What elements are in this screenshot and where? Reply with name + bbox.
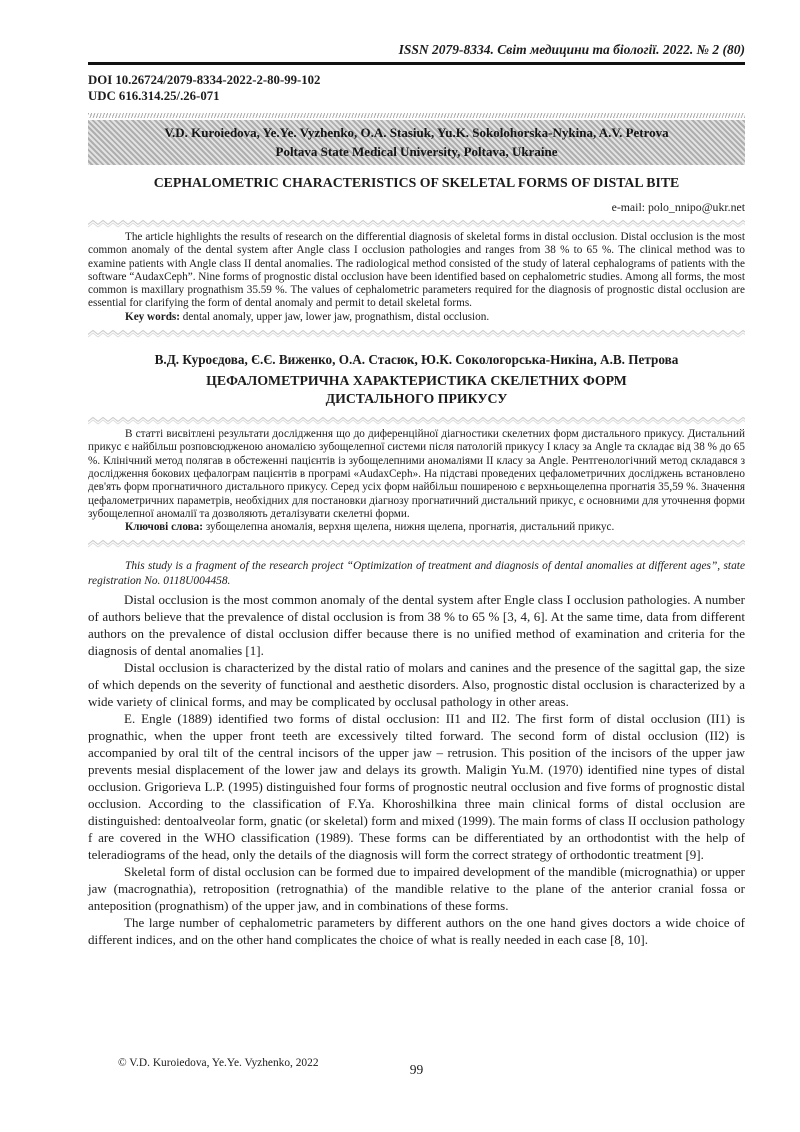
abstract-uk: В статті висвітлені результати дослідження що до диференційної діагностики скелетних форм дистального прикусу. Дистальний прикус є найбільш розповсюдженою аномалією зубощелепної системи після патологій прикусу I класу за Angle та складає від 38 % до 65 %. Клінічний метод полягав в обстеженні пацієнтів із зубощелепними аномаліями II класу за Angle. Рентгенологічний метод складався з дослідження бокових цефалограм пацієнтів в програмі «AudaxCeph». На підставі проведених цефалометричних досліджень встановлено дев'ять форм прогнатичного дистального прикусу. Серед усіх форм найбільш поширеною є верхньощелепна прогнатія 35,59 %. Значення цефалометричних параметрів, необхідних для постановки діагнозу прогнатичний дистальний прикус, є основними для уточнення форми зубощелепної аномалії та дозволяють деталізувати скелетні форми.: [88, 428, 745, 520]
research-note-block: [88, 559, 745, 588]
research-note: This study is a fragment of the research project “Optimization of treatment and diagnosis of dental anomalies at different ages”, state registration No. 0118U004458.: [88, 560, 745, 587]
keywords-en-label: Key words:: [125, 310, 180, 323]
udc-line: UDC 616.314.25/.26-071: [88, 88, 220, 103]
keywords-en: dental anomaly, upper jaw, lower jaw, prognathism, distal occlusion.: [180, 310, 490, 323]
doi-line: DOI 10.26724/2079-8334-2022-2-80-99-102: [88, 73, 321, 87]
authors-en: V.D. Kuroiedova, Ye.Ye. Vyzhenko, O.A. Stasiuk, Yu.K. Sokolohorska-Nykina, A.V. Petrova: [164, 125, 669, 140]
keywords-uk: зубощелепна аномалія, верхня щелепа, нижня щелепа, прогнатія, дистальний прикус.: [203, 521, 615, 534]
abstract-uk-block: [88, 428, 745, 534]
journal-header-issn: ISSN 2079-8334. Світ медицини та біології. 2022. № 2 (80): [398, 42, 745, 57]
body-paragraph: Skeletal form of distal occlusion can be formed due to impaired development of the mandible (micrognathia) or upper jaw (macrognathia), retroposition (retrognathia) of the mandible relative to the plane of the anterior cranial fossa or anteposition (prognathism) of the upper jaw, and in combinations of these forms.: [88, 864, 745, 914]
abstract-en: The article highlights the results of research on the differential diagnosis of skeletal forms in distal occlusion. Distal occlusion is the most common anomaly of the dental system after Angle class I occlusion pathologies and ranges from 38 % to 65 %. The clinical method was to examine patients with Angle class II dental anomalies. The radiological method consisted of the study of lateral cephalograms of patients with the software “AudaxCeph”. Nine forms of prognostic distal occlusion have been identified based on cephalometric studies. Among all forms, the most common is maxillary prognathism 35.59 %. The values of cephalometric parameters required for the diagnosis of prognostic distal occlusion are essential for clarifying the form of dental anomaly and permit to detail skeletal forms.: [88, 231, 745, 310]
authors-banner: [88, 120, 745, 165]
keywords-uk-line: [88, 521, 745, 534]
article-title-uk-line2: ДИСТАЛЬНОГО ПРИКУСУ: [325, 391, 508, 407]
body-paragraph: The large number of cephalometric parameters by different authors on the one hand gives doctors a wide choice of different indices, and on the other hand complicates the choice of what is really needed in each case [8, 10].: [88, 915, 745, 948]
keywords-uk-label: Ключові слова:: [125, 521, 204, 534]
keywords-en-line: [88, 311, 745, 324]
body-paragraph: Distal occlusion is the most common anomaly of the dental system after Engle class I occlusion pathologies. A number of authors believe that the prevalence of distal occlusion is from 38 % to 65 % [3, 4, 6]. At the same time, data from different authors on the prevalence of distal occlusion differ because there is no unified method of examination and criteria for the diagnosis of dental anomalies [1].: [88, 592, 745, 659]
zigzag-divider: [88, 329, 745, 338]
affiliation-en: Poltava State Medical University, Poltava, Ukraine: [275, 144, 558, 159]
authors-uk: В.Д. Куроєдова, Є.Є. Виженко, О.А. Стасюк, Ю.К. Сокологорська-Никіна, А.В. Петрова: [154, 352, 679, 368]
page-number: 99: [409, 1062, 424, 1077]
page-footer: [88, 1056, 745, 1090]
article-body: [88, 591, 745, 948]
hatch-divider: [88, 113, 745, 118]
zigzag-divider: [88, 539, 745, 548]
zigzag-divider: [88, 416, 745, 425]
email-line: e-mail: polo_nnipo@ukr.net: [611, 200, 745, 214]
article-title-en: CEPHALOMETRIC CHARACTERISTICS OF SKELETAL FORMS OF DISTAL BITE: [153, 175, 680, 190]
header-rule: [88, 62, 745, 65]
body-paragraph: E. Engle (1889) identified two forms of distal occlusion: II1 and II2. The first form of distal occlusion (II1) is prognathic, when the upper front teeth are excessively tilted forward. The second form of distal occlusion (II2) is accompanied by oral tilt of the central incisors of the upper jaw – retrusion. This position of the incisors of the upper jaw prevents mesial displacement of the lower jaw and delays its growth. Maligin Yu.M. (1970) identified nine types of distal occlusion. Grigorieva L.P. (1995) distinguished four forms of prognostic neutral occlusion and five forms of prognostic distal occlusion. According to the classification of F.Ya. Khoroshilkina three main clinical forms of distal occlusion are distinguished: dentoalveolar form, gnatic (or skeletal) form and mixed (1999). The main forms of class II occlusion pathology f are covered in the WHO classification (1989). These forms can be differentiated by an orthodontist with the help of teleradiograms of the head, only the details of the diagnosis will form the correct strategy of orthodontic treatment [9].: [88, 711, 745, 863]
abstract-en-block: [88, 231, 745, 324]
article-title-uk-line1: ЦЕФАЛОМЕТРИЧНА ХАРАКТЕРИСТИКА СКЕЛЕТНИХ ФОРМ: [206, 373, 627, 389]
zigzag-divider: [88, 219, 745, 228]
article-title-uk: [88, 372, 745, 408]
copyright-line: © V.D. Kuroiedova, Ye.Ye. Vyzhenko, 2022: [118, 1057, 319, 1069]
body-paragraph: Distal occlusion is characterized by the distal ratio of molars and canines and the presence of the sagittal gap, the size of which depends on the severity of functional and aesthetic disorders. Also, prognostic distal occlusion is characterized by a wide variety of clinical forms, and may be complicated by occlusal pathology in other areas.: [88, 660, 745, 710]
